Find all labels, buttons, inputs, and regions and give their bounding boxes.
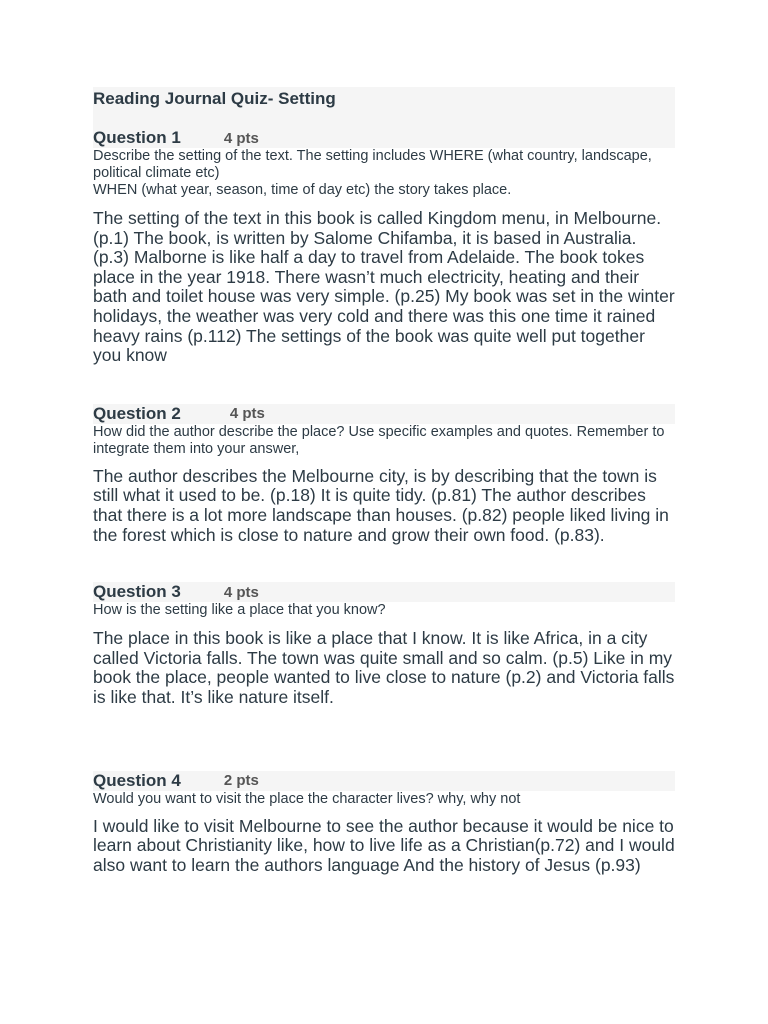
question-prompt: How is the setting like a place that you know? [93,602,386,619]
question-points: 4 pts [223,583,259,601]
answer-text: The place in this book is like a place that I know. It is like Africa, in a city called Victoria falls. The town was quite small and so calm. (p.5) Like in my book the place, people wanted to live close to nature (p.2) and Victoria falls is like that. It’s like nature itself. [93,628,675,707]
answer-text: The author describes the Melbourne city, is by describing that the town is still what it used to be. (p.18) It is quite tidy. (p.81) The author describes that there is a lot more landscape than houses. (p.82) people liked living in the forest which is close to nature and grow their own food. (p.83). [93,465,669,545]
question-name: Question 3 [93,582,181,602]
answer-text: The setting of the text in this book is called Kingdom menu, in Melbourne. (p.1) The book, is written by Salome Chifamba, it is based in Australia. (p.3) Malborne is like half a day to travel from Adelaide. The book tokes place in the year 1918. There wasn’t much electricity, heating and their bath and toilet house was very simple. (p.25) My book was set in the winter holidays, the weather was very cold and there was this one time it rained heavy rains (p.112) The settings of the book was quite well put together you know [93,208,675,366]
question-prompt-line: WHEN (what year, season, time of day etc) the story takes place. [93,182,512,198]
question-points: 2 pts [223,772,259,789]
question-prompt: How did the author describe the place? Use specific examples and quotes. Remember to integrate them into your answer, [93,423,665,457]
question-header [93,128,675,148]
question-prompt: Would you want to visit the place the character lives? why, why not [93,790,521,807]
question-prompt [93,148,675,199]
question-name: Question 1 [93,128,181,147]
question-name: Question 4 [93,770,181,790]
question-1 [93,128,675,366]
question-3 [93,582,675,707]
answer-text: I would like to visit Melbourne to see the author because it would be nice to learn about Christianity like, how to live life as a Christian(p.72) and I would also want to learn the authors language And the history of Jesus (p.93) [93,815,675,875]
quiz-content [93,87,675,875]
question-header [93,582,675,602]
question-2 [93,404,675,545]
question-name: Question 2 [93,403,181,423]
question-points: 4 pts [223,129,259,147]
question-points: 4 pts [229,405,265,423]
question-header [93,771,675,791]
question-prompt-line: Describe the setting of the text. The setting includes WHERE (what country, landscape, political climate etc) [93,148,652,181]
question-4 [93,771,675,876]
question-header [93,404,675,424]
quiz-title: Reading Journal Quiz- Setting [93,89,336,108]
